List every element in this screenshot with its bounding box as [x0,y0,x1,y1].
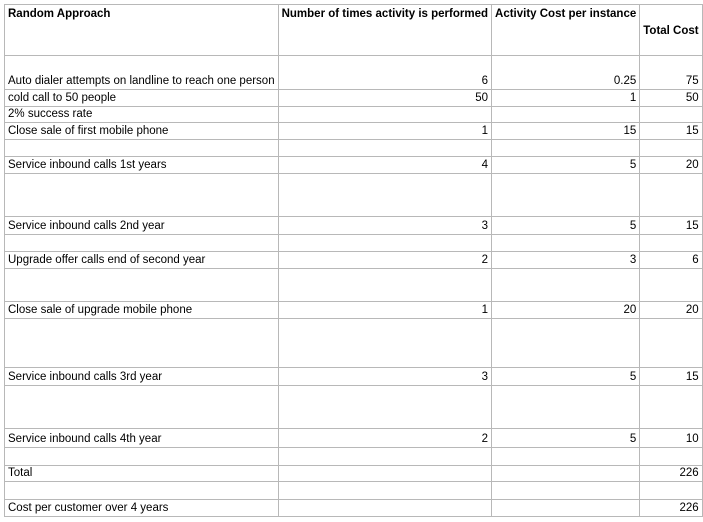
row-total: 75 [640,56,702,90]
row-total: 20 [640,157,702,174]
table-row [5,466,703,482]
table-row [5,500,703,517]
row-total [640,386,702,429]
row-count [278,466,491,482]
row-label: Service inbound calls 4th year [5,429,279,448]
row-total: 50 [640,90,702,107]
row-cost [492,235,640,252]
row-cost: 3 [492,252,640,269]
row-total [640,174,702,217]
row-count: 3 [278,217,491,235]
row-total: 15 [640,217,702,235]
header-activity: Random Approach [5,5,279,56]
row-label [5,235,279,252]
row-total: 10 [640,429,702,448]
row-cost [492,482,640,500]
row-cost [492,386,640,429]
table-row [5,174,703,217]
row-count [278,235,491,252]
row-total [640,140,702,157]
table-body [5,56,703,517]
row-cost [492,174,640,217]
row-cost [492,448,640,466]
row-label [5,319,279,368]
table-row [5,90,703,107]
row-count: 1 [278,302,491,319]
header-cost: Activity Cost per instance [492,5,640,56]
table-row [5,235,703,252]
row-count [278,386,491,429]
table-row [5,217,703,235]
table-row [5,319,703,368]
table-row [5,56,703,90]
table-row [5,140,703,157]
table-row [5,123,703,140]
row-count [278,269,491,302]
row-count: 1 [278,123,491,140]
header-row [5,5,703,56]
row-cost: 0.25 [492,56,640,90]
row-total [640,319,702,368]
row-count [278,482,491,500]
table-row [5,302,703,319]
row-label: Service inbound calls 1st years [5,157,279,174]
row-count [278,140,491,157]
row-label: Total [5,466,279,482]
row-total: 15 [640,368,702,386]
row-label [5,386,279,429]
row-label: Cost per customer over 4 years [5,500,279,517]
row-count: 6 [278,56,491,90]
row-cost: 5 [492,429,640,448]
row-count: 4 [278,157,491,174]
table-row [5,107,703,123]
row-label: Service inbound calls 3rd year [5,368,279,386]
row-cost: 15 [492,123,640,140]
row-count [278,319,491,368]
row-total [640,107,702,123]
row-label [5,448,279,466]
row-total: 226 [640,500,702,517]
row-total: 226 [640,466,702,482]
row-count: 2 [278,429,491,448]
row-cost [492,466,640,482]
table-row [5,429,703,448]
table-row [5,252,703,269]
row-cost: 1 [492,90,640,107]
row-label [5,140,279,157]
table-row [5,368,703,386]
row-cost [492,319,640,368]
row-count [278,174,491,217]
row-total: 15 [640,123,702,140]
table-row [5,448,703,466]
table-row [5,482,703,500]
cost-table [4,4,703,517]
row-cost: 5 [492,368,640,386]
table-row [5,269,703,302]
row-count: 2 [278,252,491,269]
row-total: 20 [640,302,702,319]
row-count [278,500,491,517]
row-cost: 5 [492,217,640,235]
row-label: 2% success rate [5,107,279,123]
row-cost: 20 [492,302,640,319]
row-cost [492,500,640,517]
row-total [640,482,702,500]
table-row [5,386,703,429]
row-total [640,235,702,252]
row-count [278,448,491,466]
header-total: Total Cost [640,5,702,56]
row-label: Upgrade offer calls end of second year [5,252,279,269]
row-cost: 5 [492,157,640,174]
row-cost [492,140,640,157]
row-label: cold call to 50 people [5,90,279,107]
row-label [5,482,279,500]
header-count: Number of times activity is performed [278,5,491,56]
row-cost [492,107,640,123]
row-label [5,269,279,302]
row-count: 50 [278,90,491,107]
row-cost [492,269,640,302]
row-count: 3 [278,368,491,386]
row-label: Auto dialer attempts on landline to reach one person [5,56,279,90]
table-row [5,157,703,174]
row-total: 6 [640,252,702,269]
row-total [640,448,702,466]
row-count [278,107,491,123]
row-label: Service inbound calls 2nd year [5,217,279,235]
row-label: Close sale of first mobile phone [5,123,279,140]
row-label [5,174,279,217]
row-label: Close sale of upgrade mobile phone [5,302,279,319]
row-total [640,269,702,302]
